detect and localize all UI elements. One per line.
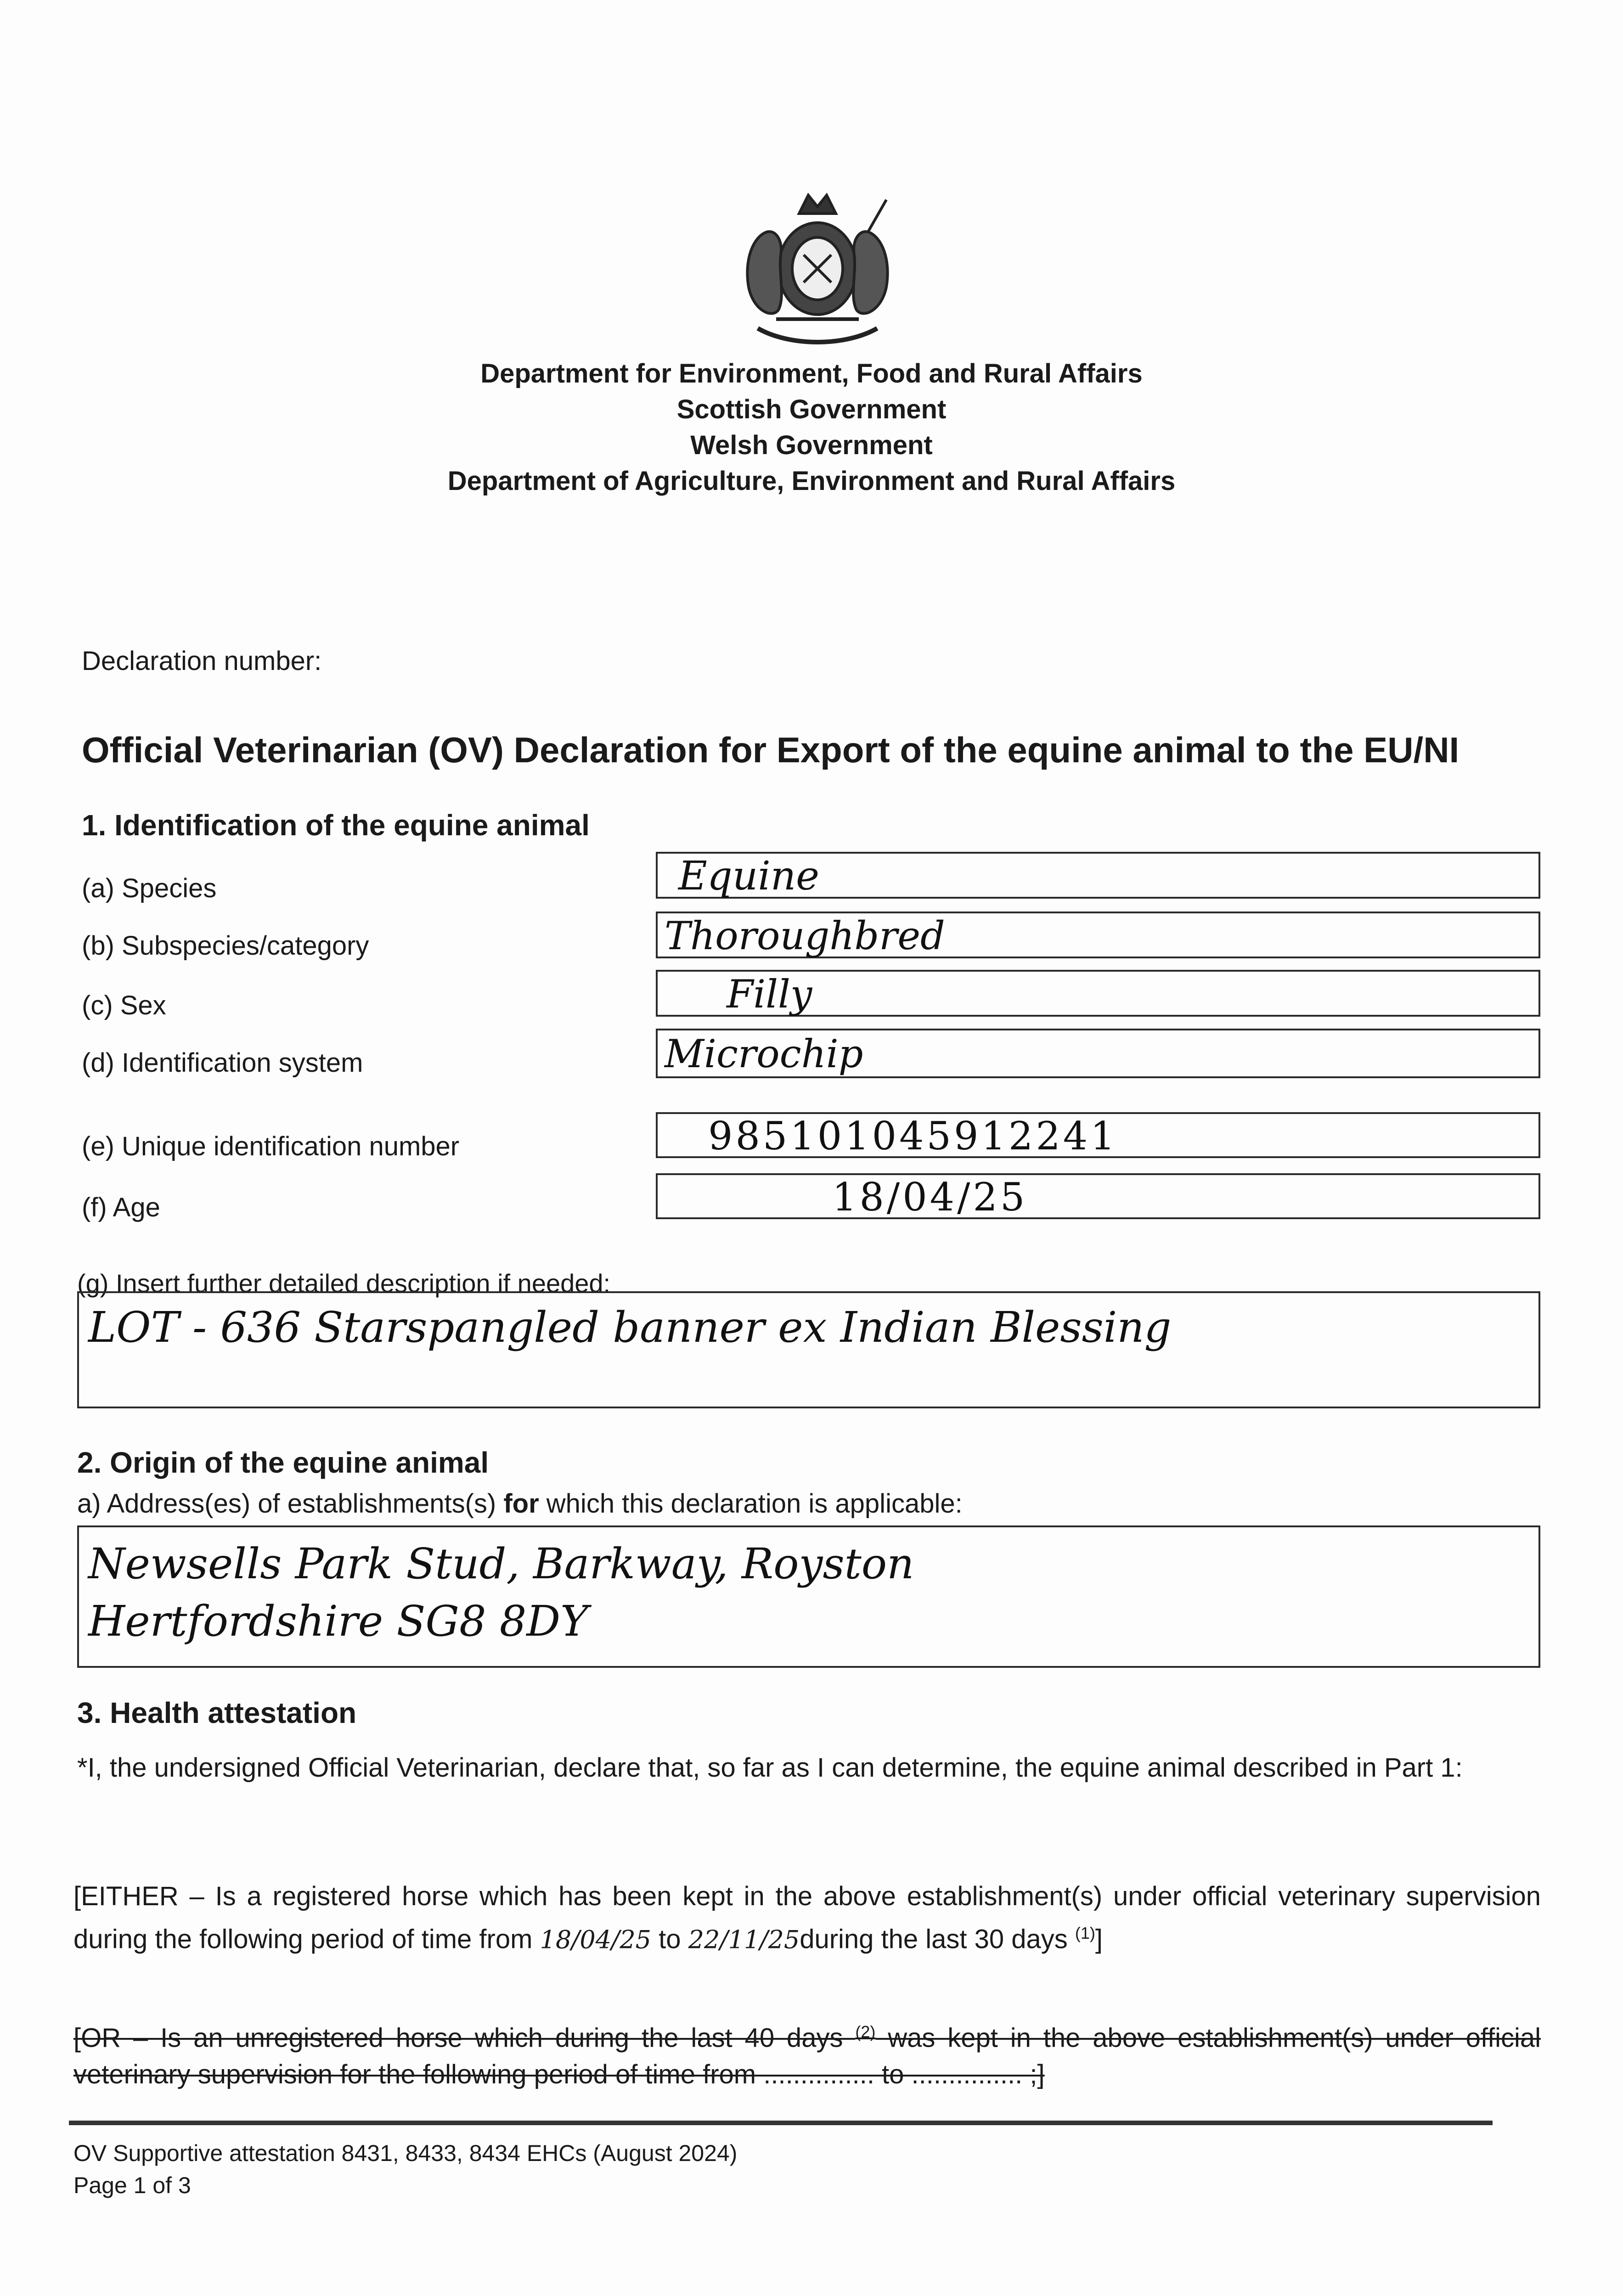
sex-value: Filly [727,972,812,1017]
unique-id-value: 985101045912241 [708,1114,1118,1159]
address-label-pre: a) Address(es) of establishments(s) [77,1489,504,1519]
unique-id-field[interactable] [656,1112,1540,1158]
species-field[interactable] [656,852,1540,899]
subspecies-label: (b) Subspecies/category [82,931,369,961]
page-number: Page 1 of 3 [73,2172,191,2198]
age-field[interactable] [656,1173,1540,1219]
section-1-heading: 1. Identification of the equine animal [82,809,590,842]
address-line-1: Newsells Park Stud, Barkway, Royston [88,1539,914,1588]
age-value: 18/04/25 [832,1175,1028,1220]
further-description-label: (g) Insert further detailed description if needed: [77,1269,611,1298]
section-3-heading: 3. Health attestation [77,1696,357,1729]
declaration-number-label: Declaration number: [82,646,322,676]
department-name-2: Scottish Government [676,394,947,424]
species-value: Equine [678,853,820,899]
royal-coat-of-arms-icon [716,181,919,351]
either-to-date[interactable]: 22/11/25 [688,1925,800,1954]
section-2-heading: 2. Origin of the equine animal [77,1446,489,1479]
sex-field[interactable] [656,970,1540,1017]
either-text: [EITHER – Is a registered horse which has been kept in the above establishment(s) under official veterinary supervision during the following period of time from [73,1881,1541,1954]
department-name-3: Welsh Government [690,430,933,460]
sex-label: (c) Sex [82,990,166,1020]
either-close: ] [1095,1924,1103,1954]
or-post-text: was kept in the above establishment(s) under official veterinary supervision for the following period of time from ............... to ............... ;] [73,2023,1541,2090]
address-line-2: Hertfordshire SG8 8DY [88,1597,588,1646]
subspecies-field[interactable] [656,912,1540,958]
subspecies-value: Thoroughbred [665,913,945,958]
identification-system-field[interactable] [656,1029,1540,1078]
either-clause [73,1878,1541,1958]
department-name-4: Department of Agriculture, Environment and Rural Affairs [447,466,1176,496]
footer-divider [69,2121,1493,2125]
address-label-post: which this declaration is applicable: [539,1489,963,1519]
health-attestation-intro: *I, the undersigned Official Veterinarian, declare that, so far as I can determine, the equine animal described in Part 1: [77,1753,1463,1783]
department-name-1: Department for Environment, Food and Rural Affairs [480,359,1143,388]
unique-id-label: (e) Unique identification number [82,1131,460,1161]
either-from-date[interactable]: 18/04/25 [540,1925,652,1954]
address-label-bold: for [503,1489,539,1519]
or-clause [73,2014,1541,2093]
either-post-text: during the last 30 days [800,1924,1075,1954]
footer-attestation: OV Supportive attestation 8431, 8433, 8434 EHCs (August 2024) [73,2140,738,2166]
further-description-field[interactable] [77,1291,1540,1408]
either-footnote-ref: (1) [1075,1924,1095,1942]
species-label: (a) Species [82,873,217,903]
address-field[interactable] [77,1525,1540,1668]
address-label [77,1488,963,1520]
or-text: [OR – Is an unregistered horse which during the last 40 days [73,2023,856,2053]
document-title: Official Veterinarian (OV) Declaration for Export of the equine animal to the EU/NI [82,730,1460,770]
further-description-value: LOT - 636 Starspangled banner ex Indian Blessing [88,1303,1172,1352]
or-footnote-ref: (2) [855,2022,876,2041]
age-label: (f) Age [82,1193,160,1222]
identification-system-value: Microchip [665,1031,863,1076]
identification-system-label: (d) Identification system [82,1048,363,1078]
either-to-word: to [651,1924,688,1954]
